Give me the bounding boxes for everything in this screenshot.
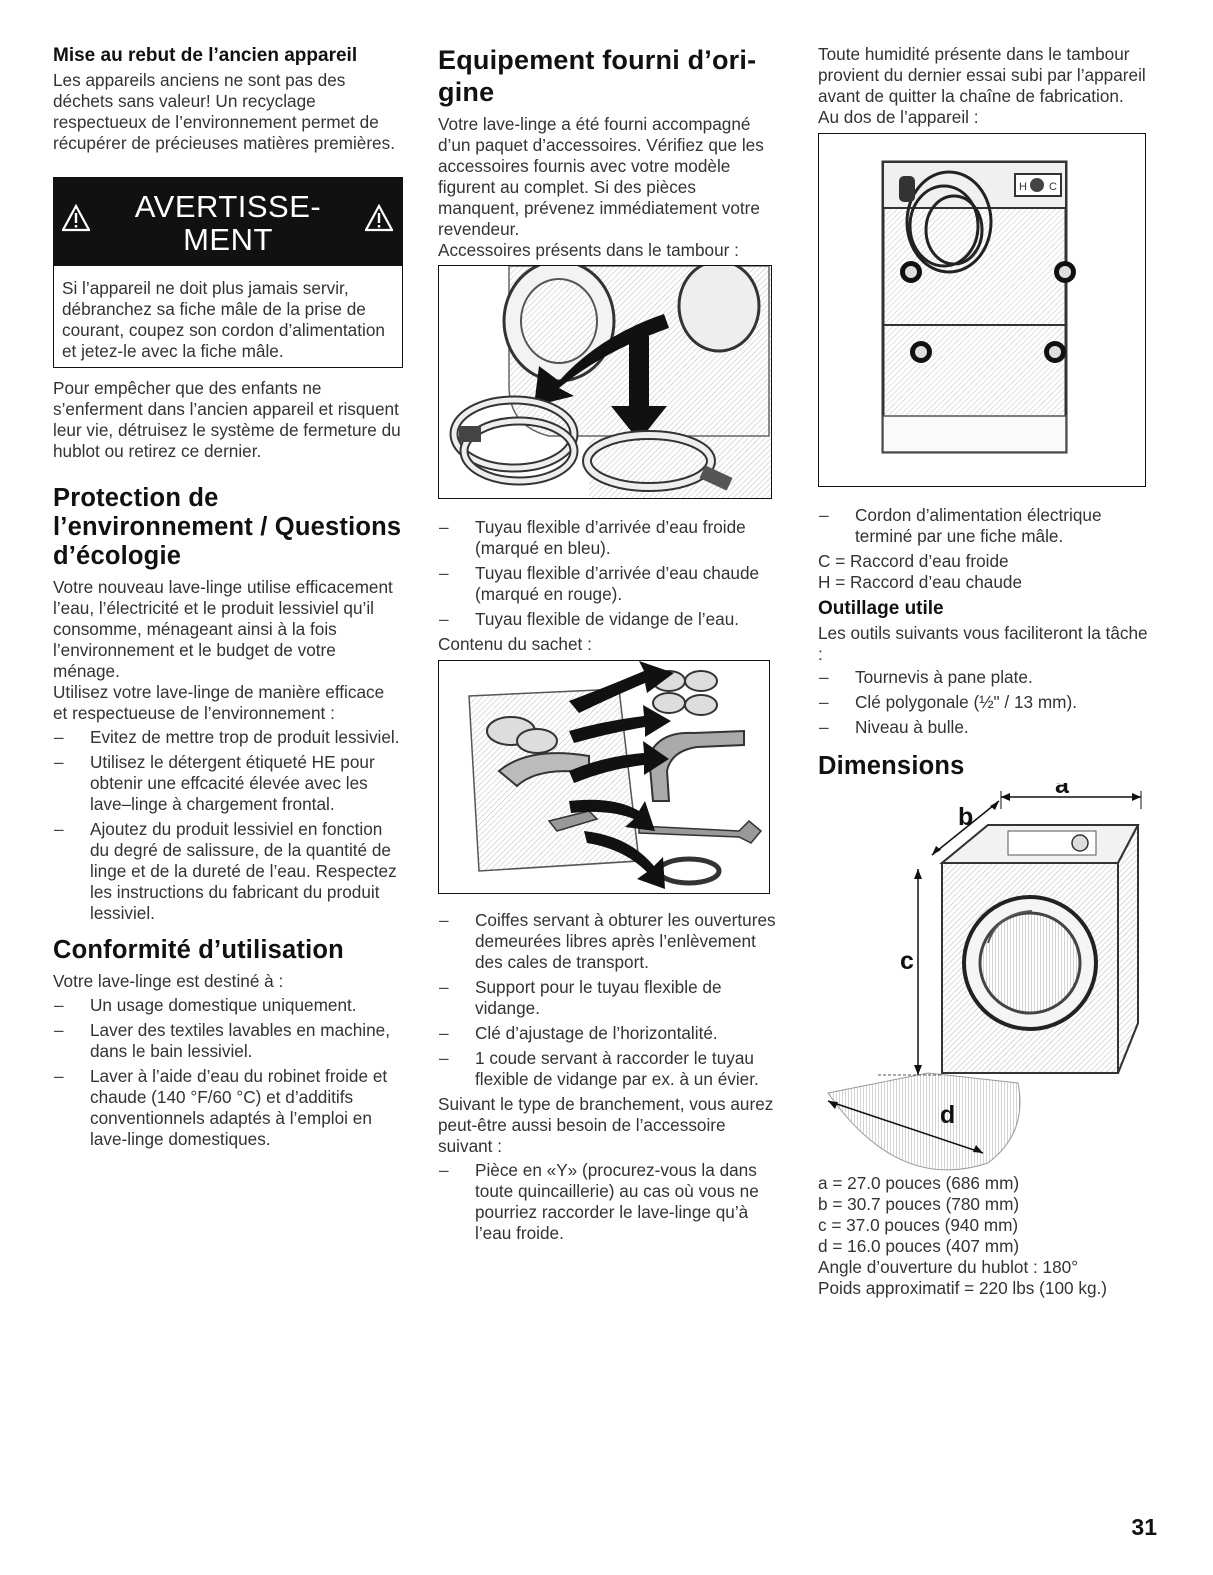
dimensions-figure xyxy=(818,783,1148,1173)
warning-box xyxy=(53,177,403,368)
connection-text: Suivant le type de branchement, vous aurez peut-être aussi besoin de l’accessoire suivant : xyxy=(438,1094,774,1156)
dimension-label-a: a xyxy=(1055,783,1069,799)
drum-accessories-figure xyxy=(438,265,772,499)
dimension-label-d: d xyxy=(940,1101,956,1129)
hoses-illustration xyxy=(439,266,771,498)
dimension-b-line: b = 30.7 pouces (780 mm) xyxy=(818,1194,1020,1214)
door-angle-line: Angle d’ouverture du hublot : 180° xyxy=(818,1257,1079,1277)
appliance-back-illustration xyxy=(819,134,1145,486)
list-item: – Coiffes servant à obturer les ouvertures demeurées libres après l’enlèvement des cales de transport. xyxy=(438,910,778,973)
warning-text: Si l’appareil ne doit plus jamais servir, débranchez sa fiche mâle de la prise de courant, coupez son cordon d’alimentation et jetez-le avec la fiche mâle. xyxy=(62,278,385,361)
warning-triangle-icon xyxy=(365,204,393,232)
list-item: – Cordon d’alimentation électrique terminé par une fiche mâle. xyxy=(818,505,1148,547)
list-item: – Utilisez le détergent étiqueté HE pour obtenir une effcacité élevée avec les lave–linge à chargement frontal. xyxy=(53,752,403,815)
list-item: – Laver à l’aide d’eau du robinet froide et chaude (140 °F/60 °C) et d’additifs conventionnels adaptés à l’emploi en lave-linge domestiques. xyxy=(53,1066,403,1150)
conformity-text: Votre lave-linge est destiné à : xyxy=(53,971,284,991)
accessory-bag-illustration xyxy=(439,661,769,893)
list-item: – Niveau à bulle. xyxy=(818,717,1148,738)
column-left xyxy=(53,44,403,1154)
dimensions-list xyxy=(818,1173,1148,1299)
list-item: – Laver des textiles lavables en machine, dans le bain lessiviel. xyxy=(53,1020,403,1062)
dimension-a-line: a = 27.0 pouces (686 mm) xyxy=(818,1173,1020,1193)
list-item: – Support pour le tuyau flexible de vidange. xyxy=(438,977,778,1019)
list-item: – Clé polygonale (½" / 13 mm). xyxy=(818,692,1148,713)
conformity-heading: Conformité d’utilisation xyxy=(53,936,344,964)
warning-title-line1: AVERTISSE- xyxy=(134,189,322,224)
hot-water-connection-line xyxy=(818,572,1148,593)
c-text: = Raccord d’eau froide xyxy=(830,551,1009,571)
list-item: – Tuyau flexible d’arrivée d’eau froide (marqué en bleu). xyxy=(438,517,778,559)
h-text: = Raccord d’eau chaude xyxy=(830,572,1023,592)
equipment-text: Votre lave-linge a été fourni accompagné d’un paquet d’accessoires. Vérifiez que les accessoires fournis avec votre modèle figurent au complet. Si des pièces manquent, prévenez immédiatement votre revendeur. xyxy=(438,114,764,239)
list-item: – Tuyau flexible d’arrivée d’eau chaude (marqué en rouge). xyxy=(438,563,778,605)
warning-header xyxy=(54,178,402,266)
bag-contents-figure xyxy=(438,660,770,894)
dimension-c-line: c = 37.0 pouces (940 mm) xyxy=(818,1215,1019,1235)
tools-text: Les outils suivants vous faciliteront la tâche : xyxy=(818,623,1148,664)
back-of-appliance-figure xyxy=(818,133,1146,487)
page-number: 31 xyxy=(1131,1514,1157,1540)
dimension-label-b: b xyxy=(958,803,974,831)
list-item: – Evitez de mettre trop de produit lessiviel. xyxy=(53,727,403,748)
warning-title-line2: MENT xyxy=(183,222,273,257)
list-item: – Tournevis à pane plate. xyxy=(818,667,1148,688)
drum-accessories-label: Accessoires présents dans le tambour : xyxy=(438,240,739,260)
equipment-heading: Equipement fourni d’ori-gine xyxy=(438,45,757,107)
svg-text:C: C xyxy=(1049,181,1057,193)
conformity-list xyxy=(53,995,403,1150)
disposal-text: Les appareils anciens ne sont pas des déchets sans valeur! Un recyclage respectueux de l’environnement permet de récupérer de précieuses matières premières. xyxy=(53,70,395,153)
list-item: – Ajoutez du produit lessiviel en fonction du degré de salissure, de la quantité de linge et de la dureté de l’eau. Respectez les instructions du fabricant du produit lessiviel. xyxy=(53,819,403,924)
column-right xyxy=(818,44,1148,1299)
weight-line: Poids approximatif = 220 lbs (100 kg.) xyxy=(818,1278,1107,1298)
column-middle xyxy=(438,44,778,1248)
list-item: – Tuyau flexible de vidange de l’eau. xyxy=(438,609,778,630)
environment-heading: Protection de l’environnement / Questions d’écologie xyxy=(53,484,402,570)
disposal-heading: Mise au rebut de l’ancien appareil xyxy=(53,45,358,66)
washer-dimensions-illustration xyxy=(818,783,1148,1173)
back-of-appliance-label: Au dos de l’appareil : xyxy=(818,107,979,127)
dimension-label-c: c xyxy=(900,947,914,975)
environment-list xyxy=(53,727,403,924)
children-safety-text: Pour empêcher que des enfants ne s’enferment dans l’ancien appareil et risquent leur vie, détruisez le système de fermeture du hublot ou retirez ce dernier. xyxy=(53,378,401,461)
warning-triangle-icon xyxy=(62,204,90,232)
svg-text:H: H xyxy=(1019,181,1027,193)
environment-text-2: Utilisez votre lave-linge de manière efficace et respectueuse de l’environnement : xyxy=(53,682,385,723)
tools-heading: Outillage utile xyxy=(818,598,944,619)
tools-list xyxy=(818,667,1148,738)
back-of-appliance-list xyxy=(818,505,1148,547)
list-item: – Clé d’ajustage de l’horizontalité. xyxy=(438,1023,778,1044)
drum-accessories-list xyxy=(438,517,778,630)
list-item: – Pièce en «Y» (procurez-vous la dans toute quincaillerie) au cas où vous ne pourriez raccorder le lave-linge qu’à l’eau froide. xyxy=(438,1160,778,1244)
bag-contents-label: Contenu du sachet : xyxy=(438,634,592,654)
cold-water-connection-line xyxy=(818,551,1148,572)
list-item: – Un usage domestique uniquement. xyxy=(53,995,403,1016)
connection-list xyxy=(438,1160,778,1244)
dimensions-heading: Dimensions xyxy=(818,752,965,780)
environment-text-1: Votre nouveau lave-linge utilise efficacement l’eau, l’électricité et le produit lessiviel qu’il consomme, ménageant ainsi à la fois l’environnement et le budget de votre ménage. xyxy=(53,577,393,681)
h-key: H xyxy=(818,572,831,592)
list-item: – 1 coude servant à raccorder le tuyau flexible de vidange par ex. à un évier. xyxy=(438,1048,778,1090)
bag-contents-list xyxy=(438,910,778,1090)
dimension-d-line: d = 16.0 pouces (407 mm) xyxy=(818,1236,1020,1256)
c-key: C xyxy=(818,551,831,571)
humidity-text: Toute humidité présente dans le tambour provient du dernier essai subi par l’appareil avant de quitter la chaîne de fabrication. xyxy=(818,44,1146,106)
